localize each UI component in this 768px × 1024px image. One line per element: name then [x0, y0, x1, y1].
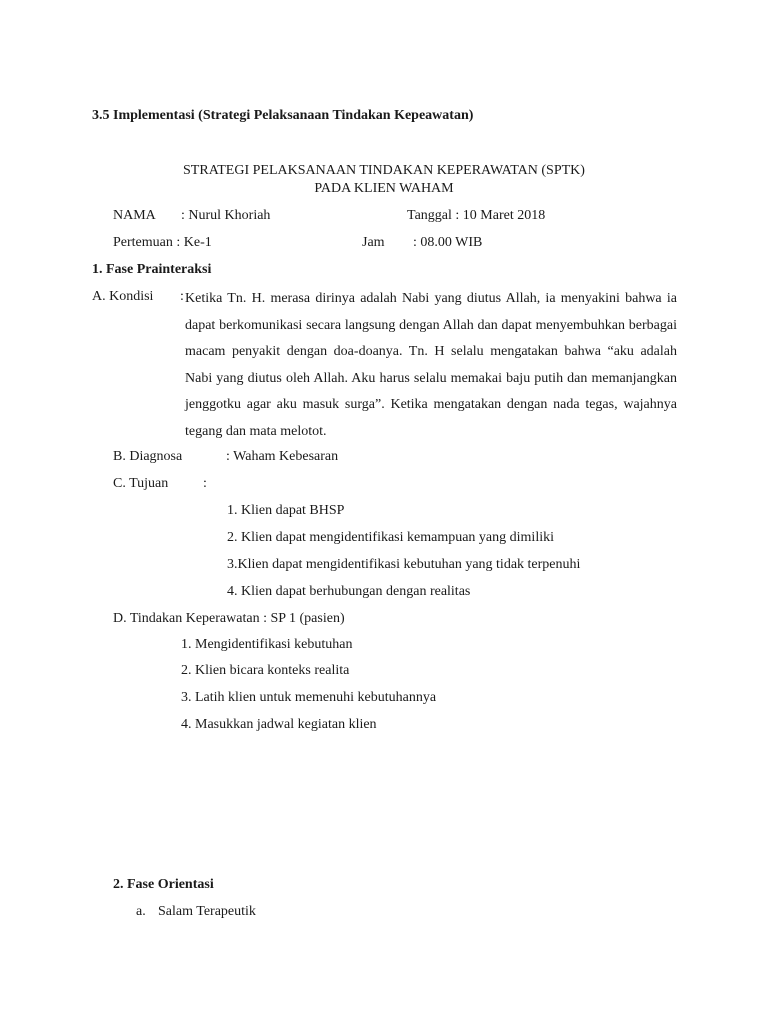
- section-heading: 3.5 Implementasi (Strategi Pelaksanaan Tindakan Kepeawatan): [92, 108, 474, 123]
- nama-label: NAMA: [113, 208, 156, 223]
- tindakan-item: 1. Mengidentifikasi kebutuhan: [181, 637, 353, 652]
- tujuan-item: 4. Klien dapat berhubungan dengan realitas: [227, 584, 471, 599]
- tujuan-item: 1. Klien dapat BHSP: [227, 503, 345, 518]
- tindakan-item: 3. Latih klien untuk memenuhi kebutuhannya: [181, 690, 437, 705]
- tujuan-item: 2. Klien dapat mengidentifikasi kemampuan yang dimiliki: [227, 530, 554, 545]
- kondisi-label: A. Kondisi: [92, 289, 154, 304]
- tujuan-label: C. Tujuan: [113, 476, 169, 491]
- fase-orientasi-heading: 2. Fase Orientasi: [113, 877, 214, 892]
- kondisi-paragraph: Ketika Tn. H. merasa dirinya adalah Nabi yang diutus Allah, ia menyakini bahwa ia dapat berkomunikasi secara langsung dengan Allah dan dapat menyembuhkan berbagai macam penyakit dengan doa-doanya. Tn. H selalu mengatakan bahwa “aku adalah Nabi yang diutus oleh Allah. Aku harus selalu memakai baju putih dan memanjangkan jenggotku agar aku masuk surga”. Ketika mengatakan dengan nada tegas, wajahnya tegang dan mata melotot.: [185, 291, 677, 439]
- document-title: STRATEGI PELAKSANAAN TINDAKAN KEPERAWATAN (SPTK): [183, 163, 585, 178]
- list-marker-a: a.: [136, 904, 146, 919]
- tindakan-item: 4. Masukkan jadwal kegiatan klien: [181, 717, 377, 732]
- diagnosa-value: : Waham Kebesaran: [226, 449, 339, 464]
- salam-terapeutik-item: Salam Terapeutik: [158, 904, 256, 919]
- nama-value: : Nurul Khoriah: [181, 208, 271, 223]
- kondisi-colon: :: [180, 289, 184, 304]
- jam-value: : 08.00 WIB: [413, 235, 483, 250]
- pertemuan-field: Pertemuan : Ke-1: [113, 235, 212, 250]
- tujuan-item: 3.Klien dapat mengidentifikasi kebutuhan yang tidak terpenuhi: [227, 557, 581, 572]
- tujuan-colon: :: [203, 476, 207, 491]
- tanggal-field: Tanggal : 10 Maret 2018: [407, 208, 546, 223]
- tindakan-item: 2. Klien bicara konteks realita: [181, 663, 350, 678]
- fase-prainteraksi-heading: 1. Fase Prainteraksi: [92, 262, 212, 277]
- tindakan-label: D. Tindakan Keperawatan : SP 1 (pasien): [113, 611, 345, 626]
- diagnosa-label: B. Diagnosa: [113, 449, 183, 464]
- document-subtitle: PADA KLIEN WAHAM: [314, 181, 454, 196]
- jam-label: Jam: [362, 235, 385, 250]
